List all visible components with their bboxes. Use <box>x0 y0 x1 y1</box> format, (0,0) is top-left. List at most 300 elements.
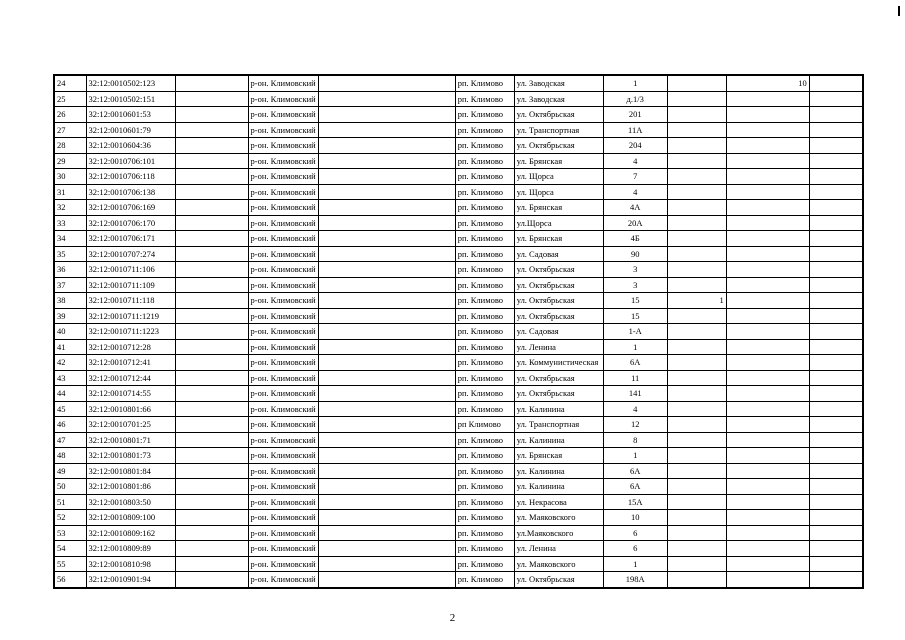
cell-cad: 32:12:0010706:169 <box>86 200 175 216</box>
cell-c3 <box>175 246 248 262</box>
cell-c5 <box>318 122 455 138</box>
cell-cad: 32:12:0010712:28 <box>86 339 175 355</box>
cell-house: 15 <box>603 308 667 324</box>
cell-district: р-он. Климовский <box>248 541 318 557</box>
cell-c5 <box>318 541 455 557</box>
cell-cad: 32:12:0010801:71 <box>86 432 175 448</box>
table-row <box>54 184 863 200</box>
cell-c10 <box>726 308 809 324</box>
cell-settlement: рп. Климово <box>455 293 514 309</box>
cell-c10 <box>726 262 809 278</box>
cell-num: 39 <box>54 308 86 324</box>
cell-house: 204 <box>603 138 667 154</box>
cell-c9 <box>667 231 726 247</box>
cell-num: 44 <box>54 386 86 402</box>
cell-c11 <box>809 75 863 91</box>
cell-c5 <box>318 401 455 417</box>
cell-c3 <box>175 479 248 495</box>
cell-c5 <box>318 75 455 91</box>
cell-c3 <box>175 525 248 541</box>
cell-c11 <box>809 494 863 510</box>
cell-c5 <box>318 184 455 200</box>
cell-district: р-он. Климовский <box>248 231 318 247</box>
table-row <box>54 370 863 386</box>
cell-cad: 32:12:0010711:109 <box>86 277 175 293</box>
cell-street: ул. Заводская <box>514 91 603 107</box>
cell-c3 <box>175 200 248 216</box>
cell-cad: 32:12:0010706:170 <box>86 215 175 231</box>
cell-c5 <box>318 153 455 169</box>
table-row <box>54 324 863 340</box>
cell-c10 <box>726 541 809 557</box>
cell-c9 <box>667 91 726 107</box>
cell-num: 35 <box>54 246 86 262</box>
cell-house: 4 <box>603 153 667 169</box>
cell-c3 <box>175 572 248 588</box>
cell-district: р-он. Климовский <box>248 479 318 495</box>
cell-num: 37 <box>54 277 86 293</box>
cell-c9 <box>667 370 726 386</box>
cell-house: 10 <box>603 510 667 526</box>
cell-c9 <box>667 479 726 495</box>
cell-cad: 32:12:0010502:123 <box>86 75 175 91</box>
cell-num: 38 <box>54 293 86 309</box>
cell-street: ул. Щорса <box>514 169 603 185</box>
cell-c10 <box>726 417 809 433</box>
cell-cad: 32:12:0010706:101 <box>86 153 175 169</box>
cell-c9 <box>667 386 726 402</box>
cell-num: 55 <box>54 556 86 572</box>
table-row <box>54 200 863 216</box>
cell-cad: 32:12:0010801:86 <box>86 479 175 495</box>
cell-c9: 1 <box>667 293 726 309</box>
cell-settlement: рп. Климово <box>455 200 514 216</box>
cell-c5 <box>318 479 455 495</box>
cell-cad: 32:12:0010714:55 <box>86 386 175 402</box>
cell-c9 <box>667 324 726 340</box>
cell-settlement: рп. Климово <box>455 231 514 247</box>
cell-settlement: рп. Климово <box>455 556 514 572</box>
cell-district: р-он. Климовский <box>248 75 318 91</box>
cell-house: 1-А <box>603 324 667 340</box>
cell-c11 <box>809 417 863 433</box>
cell-c5 <box>318 138 455 154</box>
cell-num: 51 <box>54 494 86 510</box>
cell-district: р-он. Климовский <box>248 169 318 185</box>
cell-district: р-он. Климовский <box>248 448 318 464</box>
cell-street: ул. Транспортная <box>514 122 603 138</box>
cell-settlement: рп. Климово <box>455 339 514 355</box>
cell-c9 <box>667 572 726 588</box>
cell-num: 33 <box>54 215 86 231</box>
table-body <box>54 75 863 588</box>
table-row <box>54 494 863 510</box>
cell-c9 <box>667 75 726 91</box>
cell-c11 <box>809 246 863 262</box>
cell-c3 <box>175 339 248 355</box>
table-row <box>54 107 863 123</box>
cell-c5 <box>318 417 455 433</box>
cell-num: 28 <box>54 138 86 154</box>
cell-c3 <box>175 184 248 200</box>
cell-c5 <box>318 494 455 510</box>
cell-num: 40 <box>54 324 86 340</box>
cell-c5 <box>318 107 455 123</box>
cell-house: 3 <box>603 262 667 278</box>
cell-c11 <box>809 122 863 138</box>
cell-c11 <box>809 448 863 464</box>
cell-num: 54 <box>54 541 86 557</box>
cell-street: ул. Октябрьская <box>514 262 603 278</box>
table-row <box>54 138 863 154</box>
cell-street: ул. Калинина <box>514 401 603 417</box>
cell-c10 <box>726 169 809 185</box>
cell-c10 <box>726 339 809 355</box>
cell-settlement: рп. Климово <box>455 215 514 231</box>
cell-district: р-он. Климовский <box>248 525 318 541</box>
cell-settlement: рп. Климово <box>455 277 514 293</box>
cell-cad: 32:12:0010711:1223 <box>86 324 175 340</box>
cell-district: р-он. Климовский <box>248 200 318 216</box>
cell-c3 <box>175 169 248 185</box>
cell-house: 4А <box>603 200 667 216</box>
cell-street: ул. Октябрьская <box>514 277 603 293</box>
cell-c9 <box>667 153 726 169</box>
cell-c5 <box>318 370 455 386</box>
cell-c9 <box>667 494 726 510</box>
cell-settlement: рп. Климово <box>455 541 514 557</box>
cell-settlement: рп. Климово <box>455 479 514 495</box>
cell-c10 <box>726 277 809 293</box>
cell-c9 <box>667 417 726 433</box>
cell-street: ул. Брянская <box>514 231 603 247</box>
cell-settlement: рп. Климово <box>455 308 514 324</box>
cell-c5 <box>318 293 455 309</box>
cell-c10 <box>726 448 809 464</box>
cell-c10 <box>726 231 809 247</box>
cell-c5 <box>318 308 455 324</box>
cell-district: р-он. Климовский <box>248 277 318 293</box>
cell-street: ул. Щорса <box>514 184 603 200</box>
cell-cad: 32:12:0010809:100 <box>86 510 175 526</box>
cell-c5 <box>318 91 455 107</box>
table-row <box>54 479 863 495</box>
cell-district: р-он. Климовский <box>248 153 318 169</box>
cell-c10 <box>726 525 809 541</box>
cell-c3 <box>175 541 248 557</box>
cell-house: 3 <box>603 277 667 293</box>
cell-cad: 32:12:0010712:41 <box>86 355 175 371</box>
cell-c3 <box>175 494 248 510</box>
cell-c11 <box>809 169 863 185</box>
cell-street: ул. Октябрьская <box>514 308 603 324</box>
cell-c11 <box>809 432 863 448</box>
cell-c9 <box>667 200 726 216</box>
cell-c11 <box>809 510 863 526</box>
cell-c11 <box>809 153 863 169</box>
cell-cad: 32:12:0010809:89 <box>86 541 175 557</box>
cell-num: 42 <box>54 355 86 371</box>
cell-c5 <box>318 572 455 588</box>
cell-c3 <box>175 75 248 91</box>
table-row <box>54 277 863 293</box>
cell-street: ул. Маяковского <box>514 510 603 526</box>
cell-c10 <box>726 246 809 262</box>
cell-num: 24 <box>54 75 86 91</box>
cell-settlement: рп. Климово <box>455 138 514 154</box>
cell-num: 45 <box>54 401 86 417</box>
cell-house: 15 <box>603 293 667 309</box>
cell-c9 <box>667 541 726 557</box>
cell-c11 <box>809 308 863 324</box>
cell-c11 <box>809 339 863 355</box>
cell-c9 <box>667 184 726 200</box>
table-row <box>54 169 863 185</box>
cell-c11 <box>809 541 863 557</box>
table-row <box>54 246 863 262</box>
cell-street: ул. Калинина <box>514 479 603 495</box>
cell-cad: 32:12:0010801:84 <box>86 463 175 479</box>
table-row <box>54 75 863 91</box>
cell-c3 <box>175 107 248 123</box>
cell-num: 49 <box>54 463 86 479</box>
cell-c10 <box>726 463 809 479</box>
cell-settlement: рп. Климово <box>455 153 514 169</box>
cell-num: 30 <box>54 169 86 185</box>
cell-house: 4 <box>603 401 667 417</box>
page-number: 2 <box>449 612 456 624</box>
table-row <box>54 417 863 433</box>
table-row <box>54 401 863 417</box>
cell-street: ул. Некрасова <box>514 494 603 510</box>
table-row <box>54 510 863 526</box>
table-row <box>54 541 863 557</box>
cell-c3 <box>175 277 248 293</box>
cell-c10 <box>726 293 809 309</box>
cell-c5 <box>318 463 455 479</box>
cell-c10 <box>726 370 809 386</box>
cell-c5 <box>318 432 455 448</box>
cell-district: р-он. Климовский <box>248 184 318 200</box>
cell-c11 <box>809 355 863 371</box>
cell-house: 201 <box>603 107 667 123</box>
cell-c3 <box>175 215 248 231</box>
cell-c11 <box>809 200 863 216</box>
cell-c11 <box>809 231 863 247</box>
cell-house: 20А <box>603 215 667 231</box>
cell-c10 <box>726 200 809 216</box>
cell-cad: 32:12:0010706:138 <box>86 184 175 200</box>
cell-num: 48 <box>54 448 86 464</box>
cell-c10 <box>726 138 809 154</box>
cell-c3 <box>175 355 248 371</box>
cell-house: 6 <box>603 525 667 541</box>
cell-settlement: рп. Климово <box>455 355 514 371</box>
cell-street: ул. Ленина <box>514 541 603 557</box>
cell-district: р-он. Климовский <box>248 494 318 510</box>
cell-c5 <box>318 231 455 247</box>
cell-c3 <box>175 91 248 107</box>
cell-c10 <box>726 386 809 402</box>
cell-c11 <box>809 91 863 107</box>
cell-district: р-он. Климовский <box>248 386 318 402</box>
cell-c5 <box>318 262 455 278</box>
cell-street: ул. Брянская <box>514 200 603 216</box>
cell-c11 <box>809 215 863 231</box>
cell-num: 43 <box>54 370 86 386</box>
cell-c3 <box>175 138 248 154</box>
cell-district: р-он. Климовский <box>248 293 318 309</box>
cell-district: р-он. Климовский <box>248 138 318 154</box>
cell-district: р-он. Климовский <box>248 401 318 417</box>
table-row <box>54 339 863 355</box>
cell-num: 50 <box>54 479 86 495</box>
cell-c10 <box>726 122 809 138</box>
cell-house: 11А <box>603 122 667 138</box>
cell-settlement: рп. Климово <box>455 169 514 185</box>
cell-house: 15А <box>603 494 667 510</box>
cell-c9 <box>667 107 726 123</box>
cell-c3 <box>175 370 248 386</box>
cell-c10 <box>726 184 809 200</box>
table-row <box>54 91 863 107</box>
cell-c11 <box>809 277 863 293</box>
cell-c3 <box>175 324 248 340</box>
cell-c3 <box>175 448 248 464</box>
cell-c5 <box>318 355 455 371</box>
cell-c3 <box>175 231 248 247</box>
cell-district: р-он. Климовский <box>248 510 318 526</box>
cell-c3 <box>175 122 248 138</box>
cell-num: 52 <box>54 510 86 526</box>
cell-c11 <box>809 556 863 572</box>
cell-c5 <box>318 510 455 526</box>
cell-c9 <box>667 401 726 417</box>
cell-c10 <box>726 494 809 510</box>
table-row <box>54 122 863 138</box>
cell-c9 <box>667 246 726 262</box>
cell-c5 <box>318 556 455 572</box>
cell-c3 <box>175 293 248 309</box>
cell-settlement: рп. Климово <box>455 463 514 479</box>
cell-settlement: рп. Климово <box>455 122 514 138</box>
table-row <box>54 463 863 479</box>
cell-c3 <box>175 308 248 324</box>
cell-c11 <box>809 525 863 541</box>
cell-settlement: рп. Климово <box>455 432 514 448</box>
cell-street: ул. Калинина <box>514 463 603 479</box>
cell-c10 <box>726 556 809 572</box>
cell-c10 <box>726 355 809 371</box>
cell-c9 <box>667 215 726 231</box>
cell-c10 <box>726 153 809 169</box>
cell-house: 198А <box>603 572 667 588</box>
table-row <box>54 525 863 541</box>
cell-house: 8 <box>603 432 667 448</box>
table-row <box>54 293 863 309</box>
cell-street: ул. Октябрьская <box>514 572 603 588</box>
cell-settlement: рп. Климово <box>455 572 514 588</box>
cell-c11 <box>809 370 863 386</box>
cell-street: ул. Заводская <box>514 75 603 91</box>
cell-c11 <box>809 293 863 309</box>
cadastral-table <box>53 74 864 589</box>
cell-c5 <box>318 169 455 185</box>
cell-num: 29 <box>54 153 86 169</box>
cell-num: 53 <box>54 525 86 541</box>
cell-street: ул. Брянская <box>514 448 603 464</box>
cell-num: 47 <box>54 432 86 448</box>
cell-c3 <box>175 153 248 169</box>
cell-c10: 10 <box>726 75 809 91</box>
cell-street: ул. Садовая <box>514 246 603 262</box>
cell-district: р-он. Климовский <box>248 463 318 479</box>
cell-c5 <box>318 200 455 216</box>
cell-num: 32 <box>54 200 86 216</box>
cell-cad: 32:12:0010711:106 <box>86 262 175 278</box>
cell-c5 <box>318 448 455 464</box>
cell-settlement: рп Климово <box>455 417 514 433</box>
cell-settlement: рп. Климово <box>455 370 514 386</box>
cell-settlement: рп. Климово <box>455 494 514 510</box>
cell-c11 <box>809 262 863 278</box>
cell-settlement: рп. Климово <box>455 401 514 417</box>
cell-settlement: рп. Климово <box>455 184 514 200</box>
cell-num: 41 <box>54 339 86 355</box>
table-row <box>54 308 863 324</box>
cell-house: 7 <box>603 169 667 185</box>
cell-c9 <box>667 463 726 479</box>
cell-cad: 32:12:0010801:66 <box>86 401 175 417</box>
cell-c11 <box>809 572 863 588</box>
cell-settlement: рп. Климово <box>455 525 514 541</box>
cell-cad: 32:12:0010711:1219 <box>86 308 175 324</box>
cell-c10 <box>726 572 809 588</box>
cell-c9 <box>667 355 726 371</box>
cell-cad: 32:12:0010712:44 <box>86 370 175 386</box>
cell-cad: 32:12:0010711:118 <box>86 293 175 309</box>
cell-district: р-он. Климовский <box>248 339 318 355</box>
cell-c9 <box>667 510 726 526</box>
cell-house: 1 <box>603 556 667 572</box>
table-row <box>54 556 863 572</box>
cell-house: 4Б <box>603 231 667 247</box>
cell-c9 <box>667 525 726 541</box>
cell-street: ул. Коммунистическая <box>514 355 603 371</box>
cell-c11 <box>809 324 863 340</box>
cell-c11 <box>809 479 863 495</box>
cell-settlement: рп. Климово <box>455 448 514 464</box>
cell-c10 <box>726 401 809 417</box>
cell-street: ул. Октябрьская <box>514 138 603 154</box>
cell-c11 <box>809 401 863 417</box>
cell-district: р-он. Климовский <box>248 308 318 324</box>
cell-house: 12 <box>603 417 667 433</box>
cell-num: 56 <box>54 572 86 588</box>
cell-district: р-он. Климовский <box>248 107 318 123</box>
table-row <box>54 153 863 169</box>
cell-street: ул. Транспортная <box>514 417 603 433</box>
cell-district: р-он. Климовский <box>248 432 318 448</box>
cell-c3 <box>175 401 248 417</box>
cell-street: ул. Октябрьская <box>514 293 603 309</box>
table-row <box>54 448 863 464</box>
cell-num: 25 <box>54 91 86 107</box>
cell-settlement: рп. Климово <box>455 510 514 526</box>
cell-settlement: рп. Климово <box>455 75 514 91</box>
cell-district: р-он. Климовский <box>248 215 318 231</box>
cell-cad: 32:12:0010810:98 <box>86 556 175 572</box>
